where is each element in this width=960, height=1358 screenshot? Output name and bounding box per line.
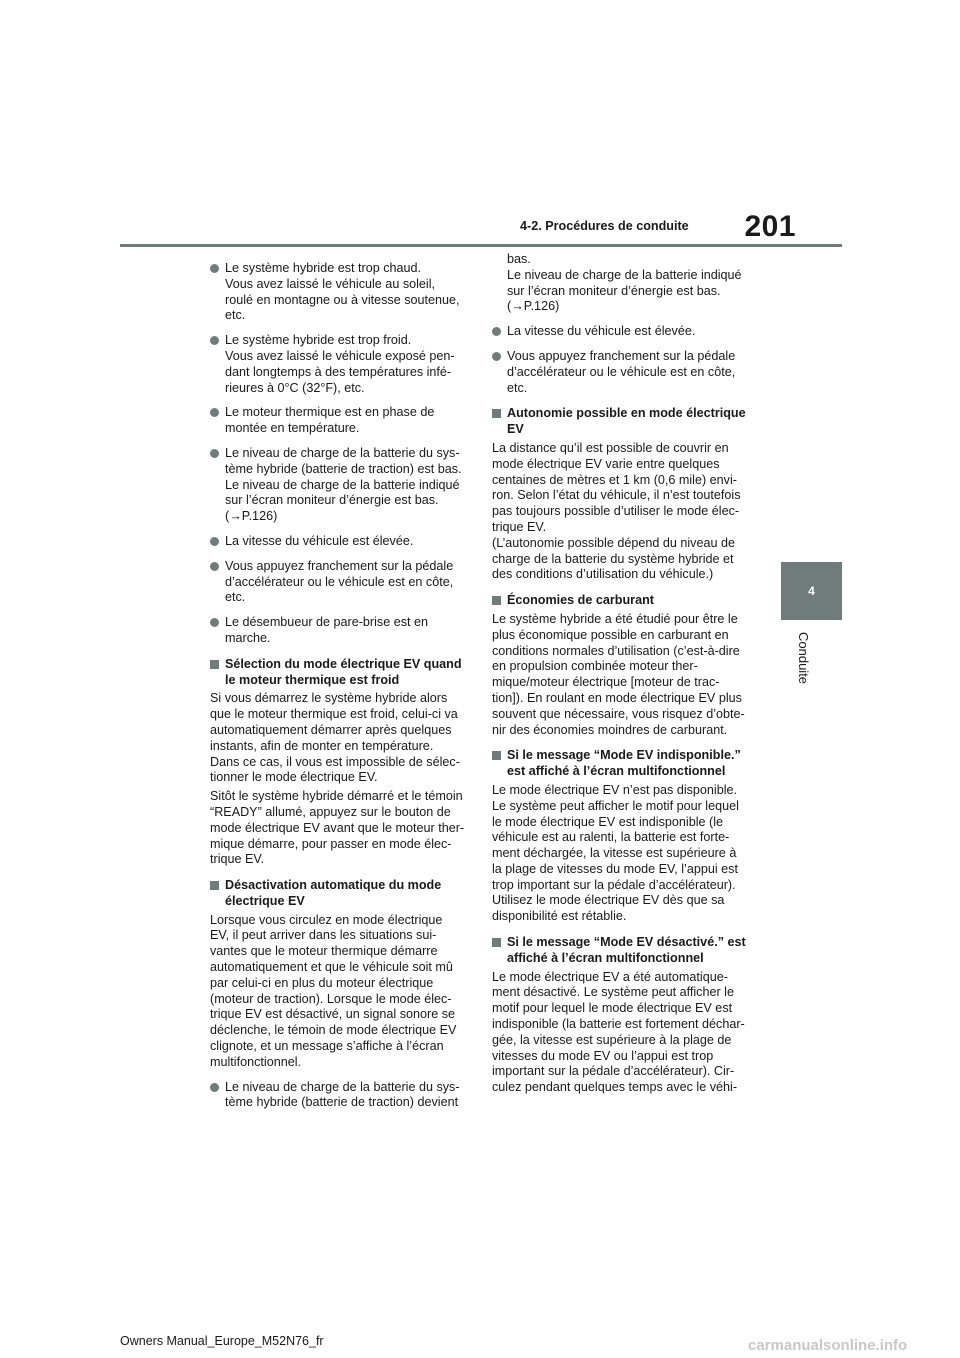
text-line: Vous appuyez franchement sur la pédale (225, 558, 454, 573)
text-line: multifonctionnel. (210, 1054, 302, 1069)
text-line: rieures à 0°C (32°F), etc. (225, 380, 365, 395)
text-line: est affiché à l’écran multifonctionnel (507, 764, 726, 779)
text-line: important sur la pédale d’accélérateur). Cir- (492, 1064, 735, 1079)
bullet-item (210, 1080, 472, 1112)
section-heading (492, 748, 754, 780)
text-line: Si le message “Mode EV indisponible.” (507, 748, 741, 763)
bullet-item (210, 615, 472, 647)
text-line: Vous appuyez franchement sur la pédale (507, 348, 736, 363)
section-heading (492, 935, 754, 967)
text-line: Vous avez laissé le véhicule au soleil, (225, 276, 436, 291)
bullet-item (492, 324, 754, 340)
section-heading (210, 657, 472, 689)
text-line: etc. (225, 308, 246, 323)
text-line: tionner le mode électrique EV. (210, 770, 378, 785)
bullet-item (210, 534, 472, 550)
text-line: Le mode électrique EV n’est pas disponible. (492, 782, 738, 797)
left-column (210, 252, 472, 1111)
text-line: mode électrique EV avant que le moteur ther- (210, 820, 465, 835)
chapter-number: 4 (808, 584, 815, 598)
paragraph (210, 913, 472, 1071)
text-line: Le système hybride a été étudié pour être le (492, 611, 738, 626)
bullet-item (210, 261, 472, 324)
text-line: nir des économies moindres de carburant. (492, 722, 728, 737)
text-line: motif pour lequel le mode électrique EV est (492, 1001, 733, 1016)
text-line: trique EV est désactivé, un signal sonore se (210, 1007, 456, 1022)
text-line: EV, il peut arriver dans les situations sui- (210, 928, 437, 943)
paragraph (492, 970, 754, 1096)
text-line: sur l’écran moniteur d’énergie est bas. (507, 283, 721, 298)
paragraph (492, 441, 754, 583)
text-line: plus économique possible en carburant en (492, 627, 729, 642)
text-line: Lorsque vous circulez en mode électrique (210, 912, 443, 927)
text-line: clignote, et un message s’affiche à l’écran (210, 1039, 444, 1054)
text-line: par celui-ci en plus du moteur électrique (210, 975, 434, 990)
text-line: en propulsion combinée moteur ther- (492, 659, 698, 674)
text-line: Le mode électrique EV a été automatique- (492, 969, 728, 984)
text-line: des conditions d’utilisation du véhicule.) (492, 567, 714, 582)
text-line: automatiquement et que le véhicule soit mû (210, 960, 453, 975)
text-line: Autonomie possible en mode électrique (507, 406, 746, 421)
text-line: Économies de carburant (507, 593, 654, 608)
text-line: Sitôt le système hybride démarré et le témoin (210, 789, 463, 804)
paragraph (492, 783, 754, 925)
text-line: trop important sur la pédale d’accélérateur). (492, 877, 736, 892)
text-line: marche. (225, 630, 271, 645)
paragraph (210, 691, 472, 786)
text-line: Vous avez laissé le véhicule exposé pen- (225, 348, 455, 363)
text-line: tème hybride (batterie de traction) devient (225, 1095, 459, 1110)
text-line: d’accélérateur ou le véhicule est en côte, (507, 364, 736, 379)
text-line: disponibilité est rétablie. (492, 909, 627, 924)
text-line: vitesses du mode EV ou l’appui est trop (492, 1048, 714, 1063)
text-line: d’accélérateur ou le véhicule est en côte, (225, 574, 454, 589)
text-line: Le niveau de charge de la batterie indiqué (507, 267, 742, 282)
section-heading (210, 878, 472, 910)
text-line: montée en température. (225, 421, 360, 436)
text-line: ron. Selon l’état du véhicule, il n’est toutefois (492, 488, 741, 503)
bullet-item (210, 446, 472, 525)
header-rule (120, 244, 842, 247)
text-line: que le moteur thermique est froid, celui-ci va (210, 707, 458, 722)
text-line: ment déchargée, la vitesse est supérieure à (492, 846, 737, 861)
text-line: Désactivation automatique du mode (225, 878, 442, 893)
text-line: conditions normales d’utilisation (c’est-à-dire (492, 643, 740, 658)
chapter-label: Conduite (796, 632, 811, 685)
text-line: vantes que le moteur thermique démarre (210, 944, 438, 959)
bullet-item (492, 349, 754, 396)
text-line: Le niveau de charge de la batterie indiqué (225, 477, 460, 492)
text-line: (→P.126) (507, 299, 560, 314)
text-line: trique EV. (210, 852, 265, 867)
footer-text: Owners Manual_Europe_M52N76_fr (120, 1334, 324, 1348)
paragraph (210, 789, 472, 868)
text-line: Sélection du mode électrique EV quand (225, 656, 462, 671)
page-number: 201 (744, 210, 796, 243)
bullet-item (492, 252, 754, 315)
text-line: mique/moteur électrique [moteur de trac- (492, 675, 720, 690)
text-line: Dans ce cas, il vous est impossible de sélec- (210, 754, 460, 769)
text-line: etc. (507, 380, 528, 395)
text-line: Le système peut afficher le motif pour lequel (492, 798, 739, 813)
text-line: tème hybride (batterie de traction) est bas. (225, 461, 462, 476)
text-line: La distance qu’il est possible de couvrir en (492, 440, 729, 455)
text-line: le mode électrique EV est indisponible (le (492, 814, 724, 829)
text-line: bas. (507, 252, 531, 266)
text-line: La vitesse du véhicule est élevée. (225, 533, 414, 548)
text-line: (moteur de traction). Lorsque le mode élec- (210, 991, 452, 1006)
text-line: tion]). En roulant en mode électrique EV plus (492, 690, 742, 705)
text-line: sur l’écran moniteur d’énergie est bas. (225, 493, 439, 508)
text-line: (L’autonomie possible dépend du niveau de (492, 535, 735, 550)
text-line: Le niveau de charge de la batterie du sys- (225, 445, 460, 460)
text-line: automatiquement démarrer après quelques (210, 722, 452, 737)
text-line: trique EV. (492, 519, 547, 534)
text-line: Si le message “Mode EV désactivé.” est (507, 935, 746, 950)
text-line: centaines de mètres et 1 km (0,6 mile) envi- (492, 472, 737, 487)
section-heading (492, 593, 754, 609)
text-line: Utilisez le mode électrique EV dès que sa (492, 893, 725, 908)
paragraph (492, 612, 754, 738)
right-column (492, 252, 754, 1096)
text-line: mode électrique EV varie entre quelques (492, 456, 720, 471)
text-line: (→P.126) (225, 509, 278, 524)
text-line: Le système hybride est trop froid. (225, 333, 412, 348)
text-line: pas toujours possible d’utiliser le mode élec- (492, 504, 740, 519)
text-line: Le moteur thermique est en phase de (225, 405, 435, 420)
text-line: roulé en montagne ou à vitesse soutenue, (225, 292, 460, 307)
text-line: gée, la vitesse est supérieure à la plage de (492, 1032, 732, 1047)
text-line: indisponible (la batterie est fortement déchar- (492, 1017, 745, 1032)
text-line: souvent que nécessaire, vous risquez d’obte- (492, 706, 745, 721)
text-line: véhicule est au ralenti, la batterie est forte- (492, 830, 730, 845)
bullet-item (210, 405, 472, 437)
bullet-item (210, 333, 472, 396)
text-line: Le désembueur de pare-brise est en (225, 615, 429, 630)
section-title: 4-2. Procédures de conduite (520, 219, 689, 233)
text-line: électrique EV (225, 893, 305, 908)
text-line: Le niveau de charge de la batterie du sys- (225, 1079, 460, 1094)
text-line: culez pendant quelques temps avec le véhi- (492, 1080, 738, 1095)
text-line: “READY” allumé, appuyez sur le bouton de (210, 804, 451, 819)
text-line: mique démarre, pour passer en mode élec- (210, 836, 452, 851)
bullet-item (210, 559, 472, 606)
text-line: EV (507, 422, 524, 437)
text-line: instants, afin de monter en température. (210, 738, 434, 753)
text-line: La vitesse du véhicule est élevée. (507, 324, 696, 339)
text-line: etc. (225, 590, 246, 605)
text-line: déclenche, le témoin de mode électrique EV (210, 1023, 457, 1038)
chapter-tab (781, 562, 842, 620)
watermark: carmanualsonline.info (748, 1337, 908, 1354)
text-line: la plage de vitesses du mode EV, l’appui est (492, 861, 738, 876)
text-line: Si vous démarrez le système hybride alors (210, 691, 448, 706)
text-line: affiché à l’écran multifonctionnel (507, 950, 704, 965)
text-line: dant longtemps à des températures infé- (225, 364, 452, 379)
section-heading (492, 406, 754, 438)
text-line: charge de la batterie du système hybride et (492, 551, 734, 566)
text-line: le moteur thermique est froid (225, 672, 400, 687)
text-line: ment désactivé. Le système peut afficher le (492, 985, 734, 1000)
text-line: Le système hybride est trop chaud. (225, 261, 422, 275)
